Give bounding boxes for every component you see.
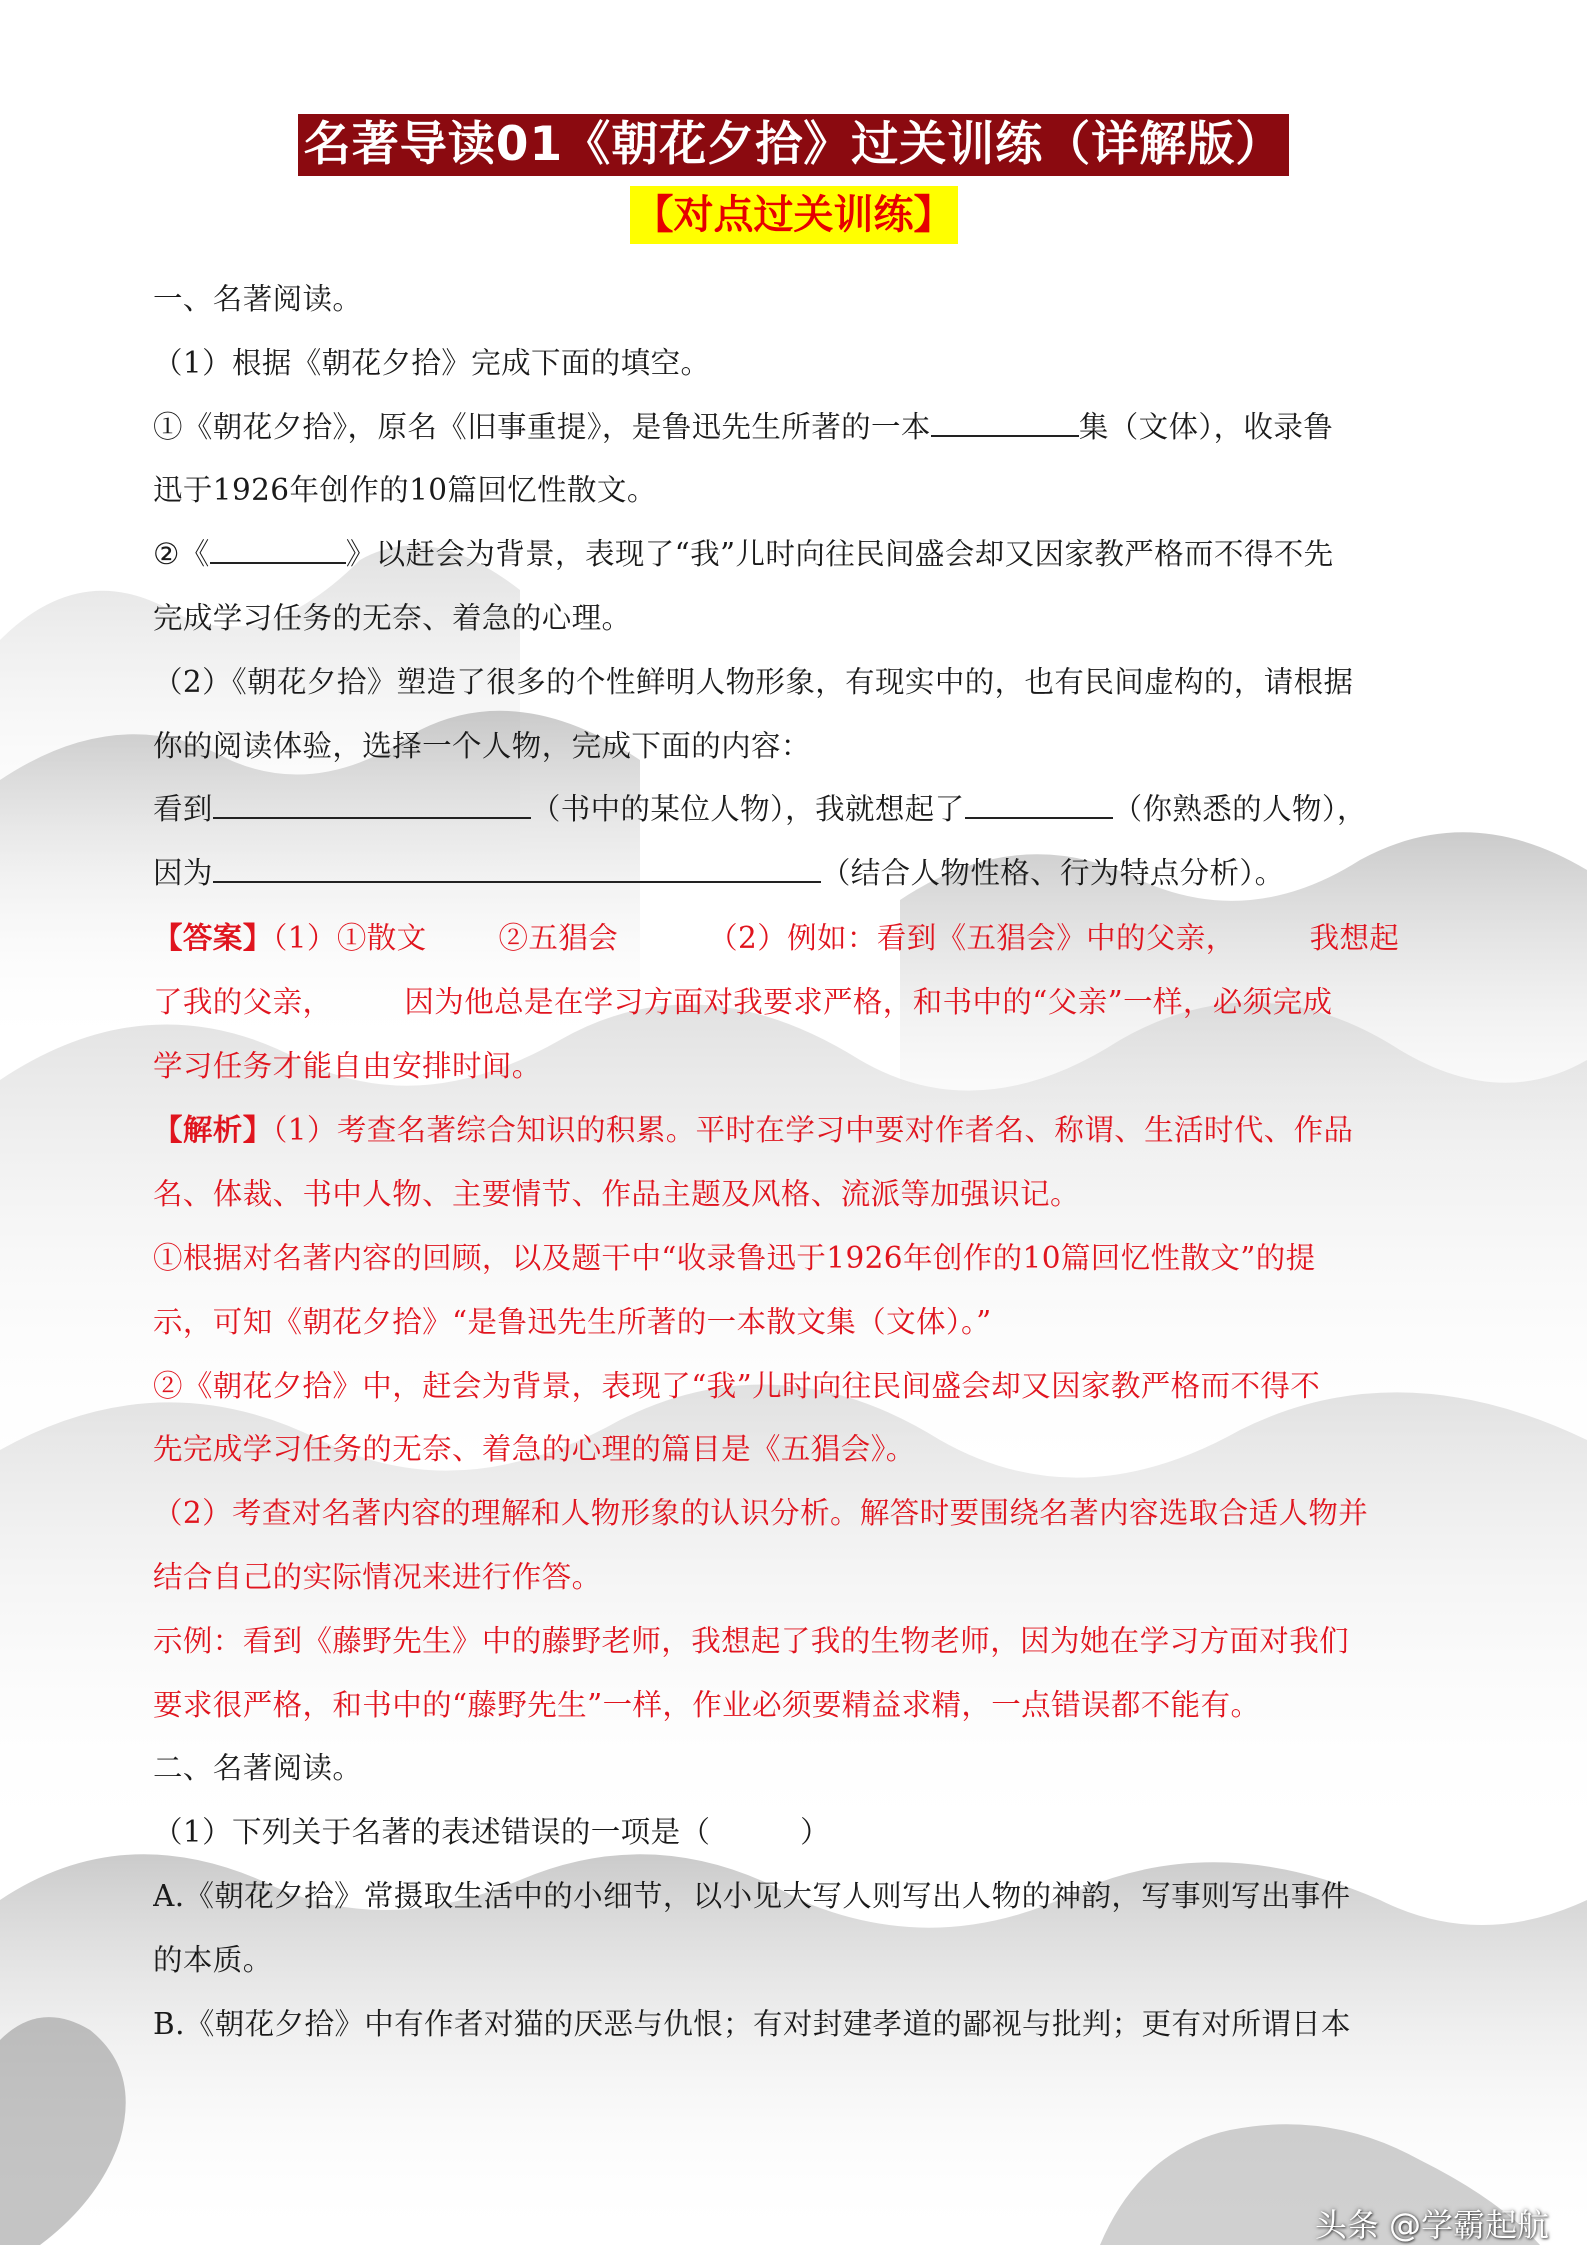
q2-fill-text-e: （结合人物性格、行为特点分析）。 (820, 856, 1285, 891)
option-a-line2: 的本质。 (153, 1942, 273, 1977)
analysis-line2: 名、体裁、书中人物、主要情节、作品主题及风格、流派等加强识记。 (153, 1177, 1080, 1212)
answer-part-6: 因为他总是在学习方面对我要求严格，和书中的“父亲”一样，必须完成 (404, 984, 1333, 1019)
answer-part-2: ②五猖会 (498, 920, 619, 955)
q2-fill-line1 (153, 778, 1437, 842)
section1-heading: 一、名著阅读。 (153, 282, 363, 316)
analysis-text-1a: （1）考查名著综合知识的积累。平时在学习中要对作者名、称谓、生活时代、作品 (272, 1113, 1354, 1148)
answer-line2 (153, 971, 1437, 1035)
answer-part-4: 我想起 (1309, 920, 1400, 955)
q2-stem-line2: 你的阅读体验，选择一个人物，完成下面的内容： (153, 728, 811, 763)
page-title: 名著导读01《朝花夕拾》过关训练（详解版） (298, 114, 1289, 176)
q1-item2-line2: 完成学习任务的无奈、着急的心理。 (153, 600, 632, 635)
blank-reason[interactable] (213, 855, 821, 883)
answer-part-5: 了我的父亲， (153, 984, 333, 1019)
q1-item2-text-b: 》以赶会为背景，表现了“我”儿时向往民间盛会却又因家教严格而不得不先 (345, 537, 1334, 572)
analysis-tag: 【解析】 (153, 1112, 273, 1148)
q1-stem: （1）根据《朝花夕拾》完成下面的填空。 (153, 345, 711, 380)
section2-heading: 二、名著阅读。 (153, 1751, 363, 1786)
blank-book-character[interactable] (213, 791, 531, 819)
answer-part-3: （2）例如：看到《五猖会》中的父亲， (708, 920, 1236, 955)
analysis-line5: ②《朝花夕拾》中，赶会为背景，表现了“我”儿时向往民间盛会却又因家教严格而不得不 (153, 1368, 1321, 1403)
q1-item1-line2: 迅于1926年创作的10篇回忆性散文。 (153, 473, 657, 508)
analysis-line1 (153, 1098, 1437, 1163)
answer-tag: 【答案】 (153, 919, 273, 955)
answer-line3: 学习任务才能自由安排时间。 (153, 1048, 542, 1083)
option-a-line1: A.《朝花夕拾》常摄取生活中的小细节，以小见大写人则写出人物的神韵，写事则写出事件 (153, 1878, 1351, 1913)
q1-item1-text-a: ①《朝花夕拾》，原名《旧事重提》，是鲁迅先生所著的一本 (153, 409, 931, 444)
q2-fill-line2 (153, 842, 1437, 906)
analysis-line8: 结合自己的实际情况来进行作答。 (153, 1559, 602, 1594)
title-block (0, 114, 1587, 176)
q1-item1-text-b: 集（文体），收录鲁 (1078, 409, 1334, 444)
blank-title[interactable] (210, 536, 346, 564)
blank-familiar-person[interactable] (965, 791, 1113, 819)
subtitle-block (0, 186, 1587, 244)
q2-stem-line1: （2）《朝花夕拾》塑造了很多的个性鲜明人物形象，有现实中的，也有民间虚构的，请根据 (153, 664, 1354, 699)
watermark: 头条 @学霸起航 (1314, 2206, 1549, 2244)
example-line2: 要求很严格，和书中的“藤野先生”一样，作业必须要精益求精，一点错误都不能有。 (153, 1687, 1261, 1722)
option-b-line1: B.《朝花夕拾》中有作者对猫的厌恶与仇恨；有对封建孝道的鄙视与批判；更有对所谓日本 (153, 2006, 1351, 2041)
q2-fill-text-b: （书中的某位人物），我就想起了 (530, 792, 965, 827)
q1-item1-line1 (153, 396, 1437, 460)
q1-item2-line1 (153, 523, 1437, 587)
analysis-line4: 示，可知《朝花夕拾》“是鲁迅先生所著的一本散文集（文体）。” (153, 1304, 992, 1339)
analysis-line7: （2）考查对名著内容的理解和人物形象的认识分析。解答时要围绕名著内容选取合适人物并 (153, 1496, 1369, 1531)
q1-item2-text-a: ②《 (153, 537, 210, 572)
answer-line1 (153, 906, 1437, 971)
analysis-line6: 先完成学习任务的无奈、着急的心理的篇目是《五猖会》。 (153, 1432, 916, 1467)
example-line1: 示例：看到《藤野先生》中的藤野老师，我想起了我的生物老师，因为她在学习方面对我们 (153, 1623, 1350, 1658)
answer-part-1: （1）①散文 (272, 920, 427, 955)
q2-fill-text-a: 看到 (153, 792, 213, 827)
section-subtitle: 【对点过关训练】 (630, 186, 958, 244)
blank-genre[interactable] (931, 409, 1079, 437)
q2-fill-text-c: （你熟悉的人物）， (1112, 792, 1367, 827)
section2-q1-stem: （1）下列关于名著的表述错误的一项是（ ） (153, 1815, 830, 1850)
content (153, 268, 1437, 2056)
analysis-line3: ①根据对名著内容的回顾，以及题干中“收录鲁迅于1926年创作的10篇回忆性散文”的提 (153, 1240, 1316, 1275)
q2-fill-text-d: 因为 (153, 856, 213, 891)
